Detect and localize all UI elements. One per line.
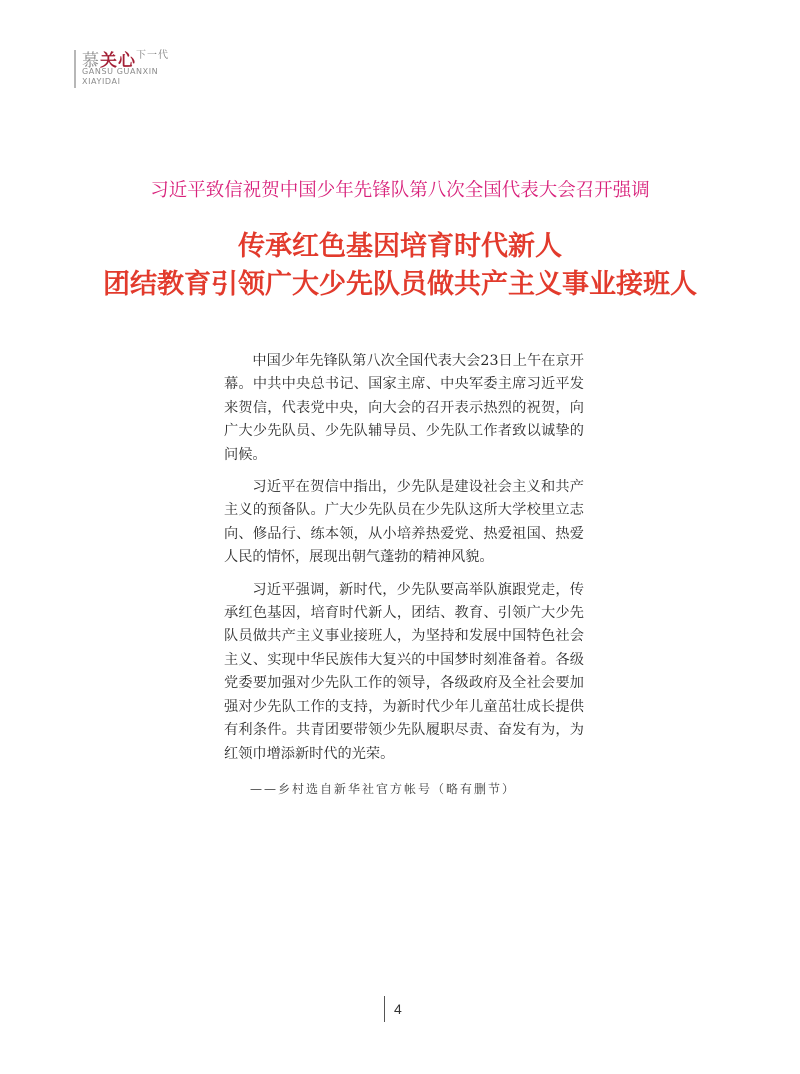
paragraph-3: 习近平强调，新时代，少先队要高举队旗跟党走，传承红色基因，培育时代新人，团结、教育、引领广大少先队员做共产主义事业接班人，为坚持和发展中国特色社会主义、实现中华民族伟大复兴的中国梦时刻准备着。各级党委要加强对少先队工作的领导，各级政府及全社会要加强对少先队工作的支持，为新时代少年儿童茁壮成长提供有利条件。共青团要带领少先队履职尽责、奋发有为，为红领巾增添新时代的光荣。	[224, 581, 584, 762]
paragraph-1: 中国少年先锋队第八次全国代表大会23日上午在京开幕。中共中央总书记、国家主席、中央军委主席习近平发来贺信，代表党中央，向大会的召开表示热烈的祝贺，向广大少先队员、少先队辅导员、少先队工作者致以诚挚的问候。	[224, 353, 584, 463]
logo-english-line2: XIAYIDAI	[82, 77, 121, 86]
article-subtitle: 习近平致信祝贺中国少年先锋队第八次全国代表大会召开强调	[150, 180, 650, 201]
article-body	[224, 350, 584, 775]
logo-highlight: 关心	[100, 51, 136, 71]
headline-line-2: 团结教育引领广大少先队员做共产主义事业接班人	[103, 269, 697, 300]
logo-char: 慕	[82, 51, 100, 71]
logo-english-line1: GANSU GUANXIN	[82, 67, 159, 76]
paragraph-2: 习近平在贺信中指出，少先队是建设社会主义和共产主义的预备队。广大少先队员在少先队这所大学校里立志向、修品行、练本领，从小培养热爱党、热爱祖国、热爱人民的情怀，展现出朝气蓬勃的精神风貌。	[224, 479, 584, 566]
page-number-divider	[384, 996, 385, 1022]
logo-divider	[74, 50, 76, 88]
logo-tail: 下一代	[136, 50, 169, 61]
source-attribution: ——乡村选自新华社官方帐号（略有删节）	[250, 782, 517, 796]
page-number: 4	[394, 1001, 402, 1017]
headline-line-1: 传承红色基因培育时代新人	[238, 231, 562, 262]
magazine-logo	[74, 44, 194, 94]
